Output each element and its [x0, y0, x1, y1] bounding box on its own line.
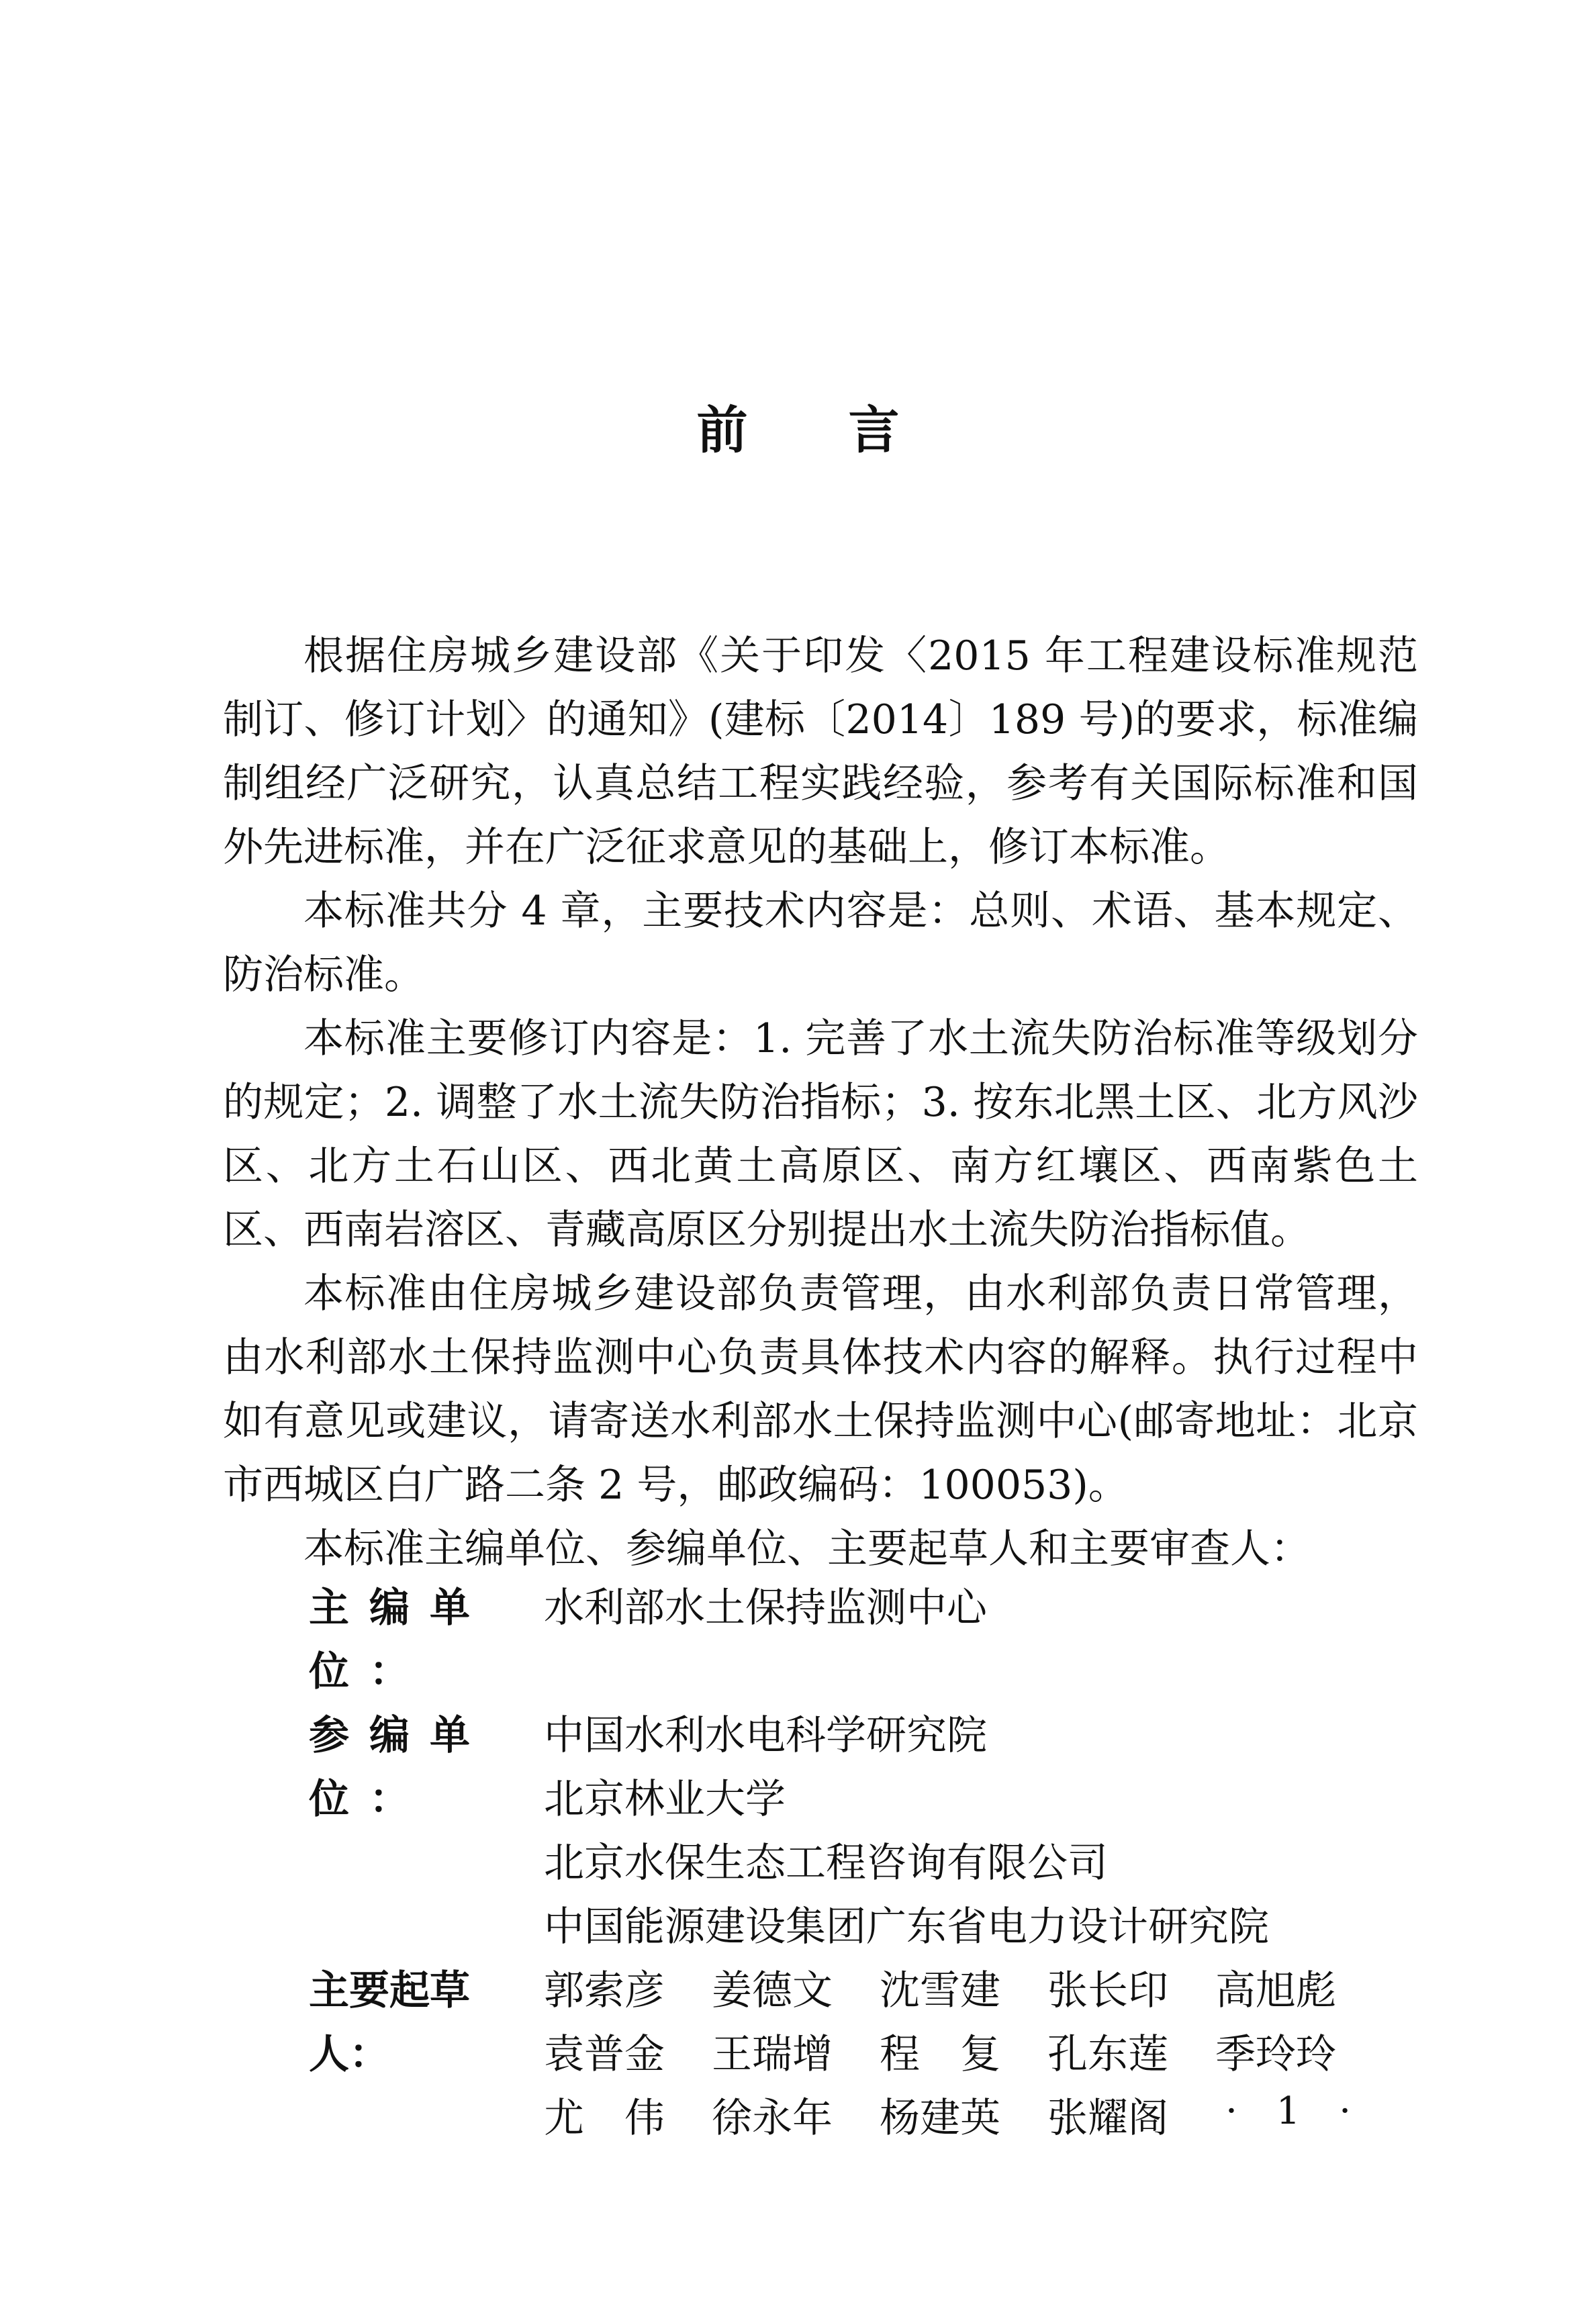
drafter-name: 季玲玲 [1215, 2031, 1336, 2078]
participating-unit: 中国水利水电科学研究院 [544, 1712, 987, 1759]
drafters-label: 主要起草人： [309, 1967, 470, 2078]
chief-unit: 水利部水土保持监测中心 [544, 1585, 987, 1632]
paragraph-basis: 根据住房城乡建设部《关于印发〈2015 年工程建设标准规范制订、修订计划〉的通知》(建标〔2014〕189 号)的要求，标准编制组经广泛研究，认真总结工程实践经验，参考有关国际标准和国外先进标准，并在广泛征求意见的基础上，修订本标准。 [223, 632, 1418, 871]
drafter-name: 高旭彪 [1215, 1967, 1336, 2014]
paragraph-management: 本标准由住房城乡建设部负责管理，由水利部负责日常管理，由水利部水土保持监测中心负责具体技术内容的解释。执行过程中如有意见或建议，请寄送水利部水土保持监测中心(邮寄地址：北京市西城区白广路二条 2 号，邮政编码：100053)。 [223, 1270, 1418, 1509]
committee-list [309, 1576, 1417, 2151]
title-char-1: 前 [696, 400, 748, 460]
drafter-name: 沈雪建 [880, 1967, 1000, 2014]
page-title [0, 389, 1596, 463]
drafter-name: 姜德文 [712, 1967, 833, 2014]
drafter-name: 徐永年 [712, 2095, 833, 2142]
drafter-name: 张长印 [1047, 1967, 1168, 2014]
participating-units-label: 参编单位： [309, 1712, 490, 1823]
participating-unit: 北京林业大学 [544, 1776, 786, 1823]
drafter-name: 王瑞增 [712, 2031, 833, 2078]
drafter-name: 郭索彦 [544, 1967, 665, 2014]
participating-units-row [309, 1704, 1417, 1959]
chief-unit-label: 主编单位： [309, 1585, 490, 1695]
drafter-name: 袁普金 [544, 2031, 665, 2078]
participating-unit: 北京水保生态工程咨询有限公司 [544, 1840, 1108, 1887]
drafter-name: 程 复 [880, 2031, 1000, 2078]
drafter-name: 张耀阁 [1047, 2095, 1168, 2142]
drafter-name: 尤 伟 [544, 2095, 665, 2142]
participating-unit: 中国能源建设集团广东省电力设计研究院 [544, 1903, 1269, 1950]
page-number: · 1 · [1225, 2089, 1364, 2133]
title-char-2: 言 [848, 400, 900, 460]
drafter-name: 孔东莲 [1047, 2031, 1168, 2078]
paragraph-chapters: 本标准共分 4 章，主要技术内容是：总则、术语、基本规定、防治标准。 [223, 888, 1418, 998]
paragraph-revisions: 本标准主要修订内容是：1. 完善了水土流失防治标准等级划分的规定；2. 调整了水土流失防治指标；3. 按东北黑土区、北方风沙区、北方土石山区、西北黄土高原区、南方红壤区、西南紫色土区、西南岩溶区、青藏高原区分别提出水土流失防治指标值。 [223, 1015, 1418, 1254]
drafter-name: 杨建英 [880, 2095, 1000, 2142]
chief-unit-row [309, 1576, 1417, 1704]
preface-body [223, 624, 1418, 1581]
paragraph-committee-intro: 本标准主编单位、参编单位、主要起草人和主要审查人： [303, 1525, 1311, 1572]
